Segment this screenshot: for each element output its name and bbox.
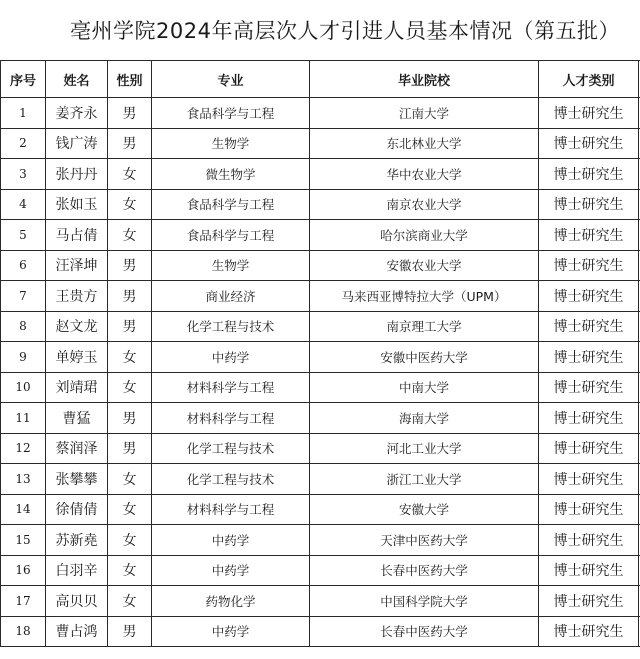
table-row xyxy=(1,159,640,190)
table-header-row xyxy=(1,61,640,98)
cell-index: 6 xyxy=(1,250,46,281)
cell-major: 商业经济 xyxy=(152,281,310,312)
cell-major: 化学工程与技术 xyxy=(152,464,310,495)
cell-name: 蔡润泽 xyxy=(46,433,108,464)
cell-gender: 男 xyxy=(108,98,152,129)
cell-major: 药物化学 xyxy=(152,586,310,617)
header-index: 序号 xyxy=(1,61,46,98)
table-row xyxy=(1,586,640,617)
cell-school: 马来西亚博特拉大学（UPM） xyxy=(310,281,539,312)
cell-gender: 男 xyxy=(108,281,152,312)
cell-index: 1 xyxy=(1,98,46,129)
cell-name: 单婷玉 xyxy=(46,342,108,373)
cell-category: 博士研究生 xyxy=(539,128,639,159)
talent-table xyxy=(0,60,640,647)
cell-category: 博士研究生 xyxy=(539,220,639,251)
table-row xyxy=(1,189,640,220)
table-row xyxy=(1,464,640,495)
cell-major: 食品科学与工程 xyxy=(152,220,310,251)
cell-index: 15 xyxy=(1,525,46,556)
cell-school: 南京理工大学 xyxy=(310,311,539,342)
table-row xyxy=(1,494,640,525)
table-row xyxy=(1,250,640,281)
document-title: 亳州学院2024年高层次人才引进人员基本情况（第五批） xyxy=(70,19,620,43)
table-row xyxy=(1,98,640,129)
cell-index: 7 xyxy=(1,281,46,312)
cell-major: 微生物学 xyxy=(152,159,310,190)
table-row xyxy=(1,372,640,403)
cell-major: 化学工程与技术 xyxy=(152,311,310,342)
cell-gender: 女 xyxy=(108,525,152,556)
cell-major: 材料科学与工程 xyxy=(152,372,310,403)
cell-school: 哈尔滨商业大学 xyxy=(310,220,539,251)
cell-name: 白羽辛 xyxy=(46,555,108,586)
cell-major: 材料科学与工程 xyxy=(152,494,310,525)
cell-name: 刘靖珺 xyxy=(46,372,108,403)
cell-school: 中国科学院大学 xyxy=(310,586,539,617)
cell-gender: 女 xyxy=(108,342,152,373)
cell-gender: 女 xyxy=(108,464,152,495)
table-row xyxy=(1,220,640,251)
cell-index: 12 xyxy=(1,433,46,464)
table-row xyxy=(1,342,640,373)
cell-major: 食品科学与工程 xyxy=(152,98,310,129)
cell-name: 王贵方 xyxy=(46,281,108,312)
cell-category: 博士研究生 xyxy=(539,616,639,647)
cell-school: 海南大学 xyxy=(310,403,539,434)
cell-index: 13 xyxy=(1,464,46,495)
cell-name: 徐倩倩 xyxy=(46,494,108,525)
cell-category: 博士研究生 xyxy=(539,433,639,464)
cell-major: 化学工程与技术 xyxy=(152,433,310,464)
cell-school: 安徽农业大学 xyxy=(310,250,539,281)
cell-gender: 男 xyxy=(108,311,152,342)
cell-gender: 男 xyxy=(108,250,152,281)
cell-category: 博士研究生 xyxy=(539,464,639,495)
cell-category: 博士研究生 xyxy=(539,525,639,556)
header-category: 人才类别 xyxy=(539,61,639,98)
cell-school: 天津中医药大学 xyxy=(310,525,539,556)
cell-name: 高贝贝 xyxy=(46,586,108,617)
table-row xyxy=(1,525,640,556)
cell-major: 材料科学与工程 xyxy=(152,403,310,434)
cell-major: 生物学 xyxy=(152,128,310,159)
cell-category: 博士研究生 xyxy=(539,98,639,129)
cell-school: 河北工业大学 xyxy=(310,433,539,464)
cell-category: 博士研究生 xyxy=(539,311,639,342)
cell-category: 博士研究生 xyxy=(539,250,639,281)
cell-index: 17 xyxy=(1,586,46,617)
cell-name: 张如玉 xyxy=(46,189,108,220)
cell-name: 赵文龙 xyxy=(46,311,108,342)
cell-index: 8 xyxy=(1,311,46,342)
table-row xyxy=(1,403,640,434)
table-body xyxy=(1,98,640,647)
cell-index: 18 xyxy=(1,616,46,647)
cell-major: 中药学 xyxy=(152,525,310,556)
cell-name: 钱广涛 xyxy=(46,128,108,159)
cell-gender: 女 xyxy=(108,159,152,190)
cell-category: 博士研究生 xyxy=(539,372,639,403)
cell-major: 食品科学与工程 xyxy=(152,189,310,220)
cell-school: 江南大学 xyxy=(310,98,539,129)
cell-name: 苏新堯 xyxy=(46,525,108,556)
cell-category: 博士研究生 xyxy=(539,159,639,190)
cell-category: 博士研究生 xyxy=(539,555,639,586)
table-row xyxy=(1,281,640,312)
table-row xyxy=(1,433,640,464)
cell-gender: 女 xyxy=(108,555,152,586)
cell-major: 中药学 xyxy=(152,616,310,647)
cell-index: 11 xyxy=(1,403,46,434)
cell-category: 博士研究生 xyxy=(539,494,639,525)
cell-school: 浙江工业大学 xyxy=(310,464,539,495)
table-row xyxy=(1,311,640,342)
cell-category: 博士研究生 xyxy=(539,586,639,617)
cell-index: 2 xyxy=(1,128,46,159)
cell-major: 生物学 xyxy=(152,250,310,281)
cell-gender: 男 xyxy=(108,433,152,464)
cell-index: 5 xyxy=(1,220,46,251)
cell-gender: 男 xyxy=(108,616,152,647)
cell-index: 14 xyxy=(1,494,46,525)
header-school: 毕业院校 xyxy=(310,61,539,98)
table-row xyxy=(1,555,640,586)
cell-school: 东北林业大学 xyxy=(310,128,539,159)
cell-name: 曹占鸿 xyxy=(46,616,108,647)
cell-name: 张攀攀 xyxy=(46,464,108,495)
cell-name: 姜齐永 xyxy=(46,98,108,129)
cell-school: 安徽中医药大学 xyxy=(310,342,539,373)
cell-school: 长春中医药大学 xyxy=(310,616,539,647)
cell-major: 中药学 xyxy=(152,342,310,373)
cell-school: 安徽大学 xyxy=(310,494,539,525)
cell-major: 中药学 xyxy=(152,555,310,586)
cell-index: 3 xyxy=(1,159,46,190)
cell-gender: 女 xyxy=(108,586,152,617)
cell-category: 博士研究生 xyxy=(539,189,639,220)
cell-gender: 女 xyxy=(108,189,152,220)
cell-gender: 女 xyxy=(108,220,152,251)
cell-school: 南京农业大学 xyxy=(310,189,539,220)
cell-category: 博士研究生 xyxy=(539,403,639,434)
cell-school: 中南大学 xyxy=(310,372,539,403)
header-major: 专业 xyxy=(152,61,310,98)
header-gender: 性别 xyxy=(108,61,152,98)
cell-gender: 男 xyxy=(108,403,152,434)
cell-school: 长春中医药大学 xyxy=(310,555,539,586)
cell-category: 博士研究生 xyxy=(539,342,639,373)
cell-category: 博士研究生 xyxy=(539,281,639,312)
header-name: 姓名 xyxy=(46,61,108,98)
cell-school: 华中农业大学 xyxy=(310,159,539,190)
cell-index: 16 xyxy=(1,555,46,586)
cell-gender: 男 xyxy=(108,128,152,159)
cell-index: 4 xyxy=(1,189,46,220)
cell-name: 曹猛 xyxy=(46,403,108,434)
cell-name: 张丹丹 xyxy=(46,159,108,190)
table-row xyxy=(1,616,640,647)
table-row xyxy=(1,128,640,159)
cell-name: 马占倩 xyxy=(46,220,108,251)
cell-index: 10 xyxy=(1,372,46,403)
cell-gender: 女 xyxy=(108,372,152,403)
cell-index: 9 xyxy=(1,342,46,373)
cell-name: 汪泽坤 xyxy=(46,250,108,281)
cell-gender: 女 xyxy=(108,494,152,525)
